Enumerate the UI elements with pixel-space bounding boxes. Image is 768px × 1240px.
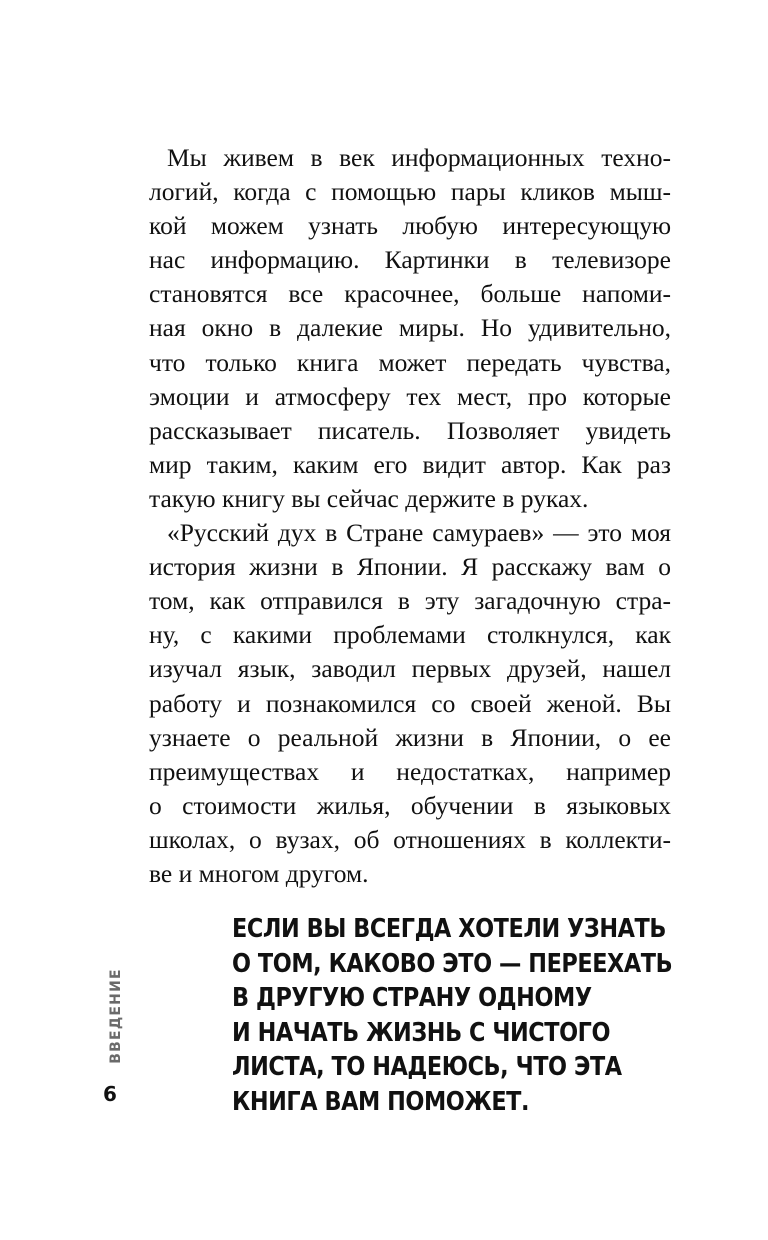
text-line: Мы живем в век информационных техно-	[167, 143, 671, 172]
section-title: ВВЕДЕНИЕ	[108, 968, 124, 1064]
text-line: что только книга может передать чувства,	[149, 347, 671, 377]
pull-quote-line: И НАЧАТЬ ЖИЗНЬ С ЧИСТОГО	[232, 1017, 611, 1048]
text-line: логий, когда с помощью пары кликов мыш-	[149, 177, 671, 207]
text-line: узнаете о реальной жизни в Японии, о ее	[149, 722, 671, 752]
text-line: рассказывает писатель. Позволяет увидеть	[149, 415, 671, 445]
text-line: о стоимости жилья, обучении в языковых	[149, 790, 671, 820]
pull-quote-line: КНИГА ВАМ ПОМОЖЕТ.	[232, 1086, 530, 1117]
text-line: «Русский дух в Стране самураев» — это моя	[167, 518, 671, 548]
text-line: становятся все красочнее, больше напоми-	[149, 279, 671, 309]
text-line: кой можем узнать любую интересующую	[149, 211, 671, 241]
text-line: школах, о вузах, об отношениях в коллекти-	[149, 824, 671, 854]
pull-quote-line: В ДРУГУЮ СТРАНУ ОДНОМУ	[232, 983, 592, 1013]
paragraph-1	[149, 141, 671, 516]
pull-quote-line: ЛИСТА, ТО НАДЕЮСЬ, ЧТО ЭТА	[232, 1052, 622, 1082]
text-line: такую книгу вы сейчас держите в руках.	[149, 483, 589, 513]
pull-quote	[232, 912, 672, 1119]
pull-quote-line: О ТОМ, КАКОВО ЭТО — ПЕРЕЕХАТЬ	[232, 948, 673, 979]
text-line: изучал язык, заводил первых друзей, нашел	[149, 654, 671, 684]
paragraph-2	[149, 516, 671, 891]
text-line: история жизни в Японии. Я расскажу вам о	[149, 552, 671, 582]
main-text	[149, 141, 671, 891]
text-line: преимуществах и недостатках, например	[149, 756, 671, 786]
text-line: том, как отправился в эту загадочную стра-	[149, 586, 671, 616]
text-line: ная окно в далекие миры. Но удивительно,	[149, 313, 671, 343]
text-line: ну, с какими проблемами столкнулся, как	[149, 620, 671, 650]
running-head	[104, 968, 128, 1064]
text-line: нас информацию. Картинки в телевизоре	[149, 245, 671, 275]
text-line: эмоции и атмосферу тех мест, про которые	[149, 381, 671, 411]
text-line: мир таким, каким его видит автор. Как раз	[149, 449, 671, 479]
page-number: 6	[103, 1082, 117, 1106]
text-line: ве и многом другом.	[149, 858, 369, 888]
pull-quote-line: ЕСЛИ ВЫ ВСЕГДА ХОТЕЛИ УЗНАТЬ	[232, 914, 666, 944]
text-line: работу и познакомился со своей женой. Вы	[149, 688, 671, 718]
